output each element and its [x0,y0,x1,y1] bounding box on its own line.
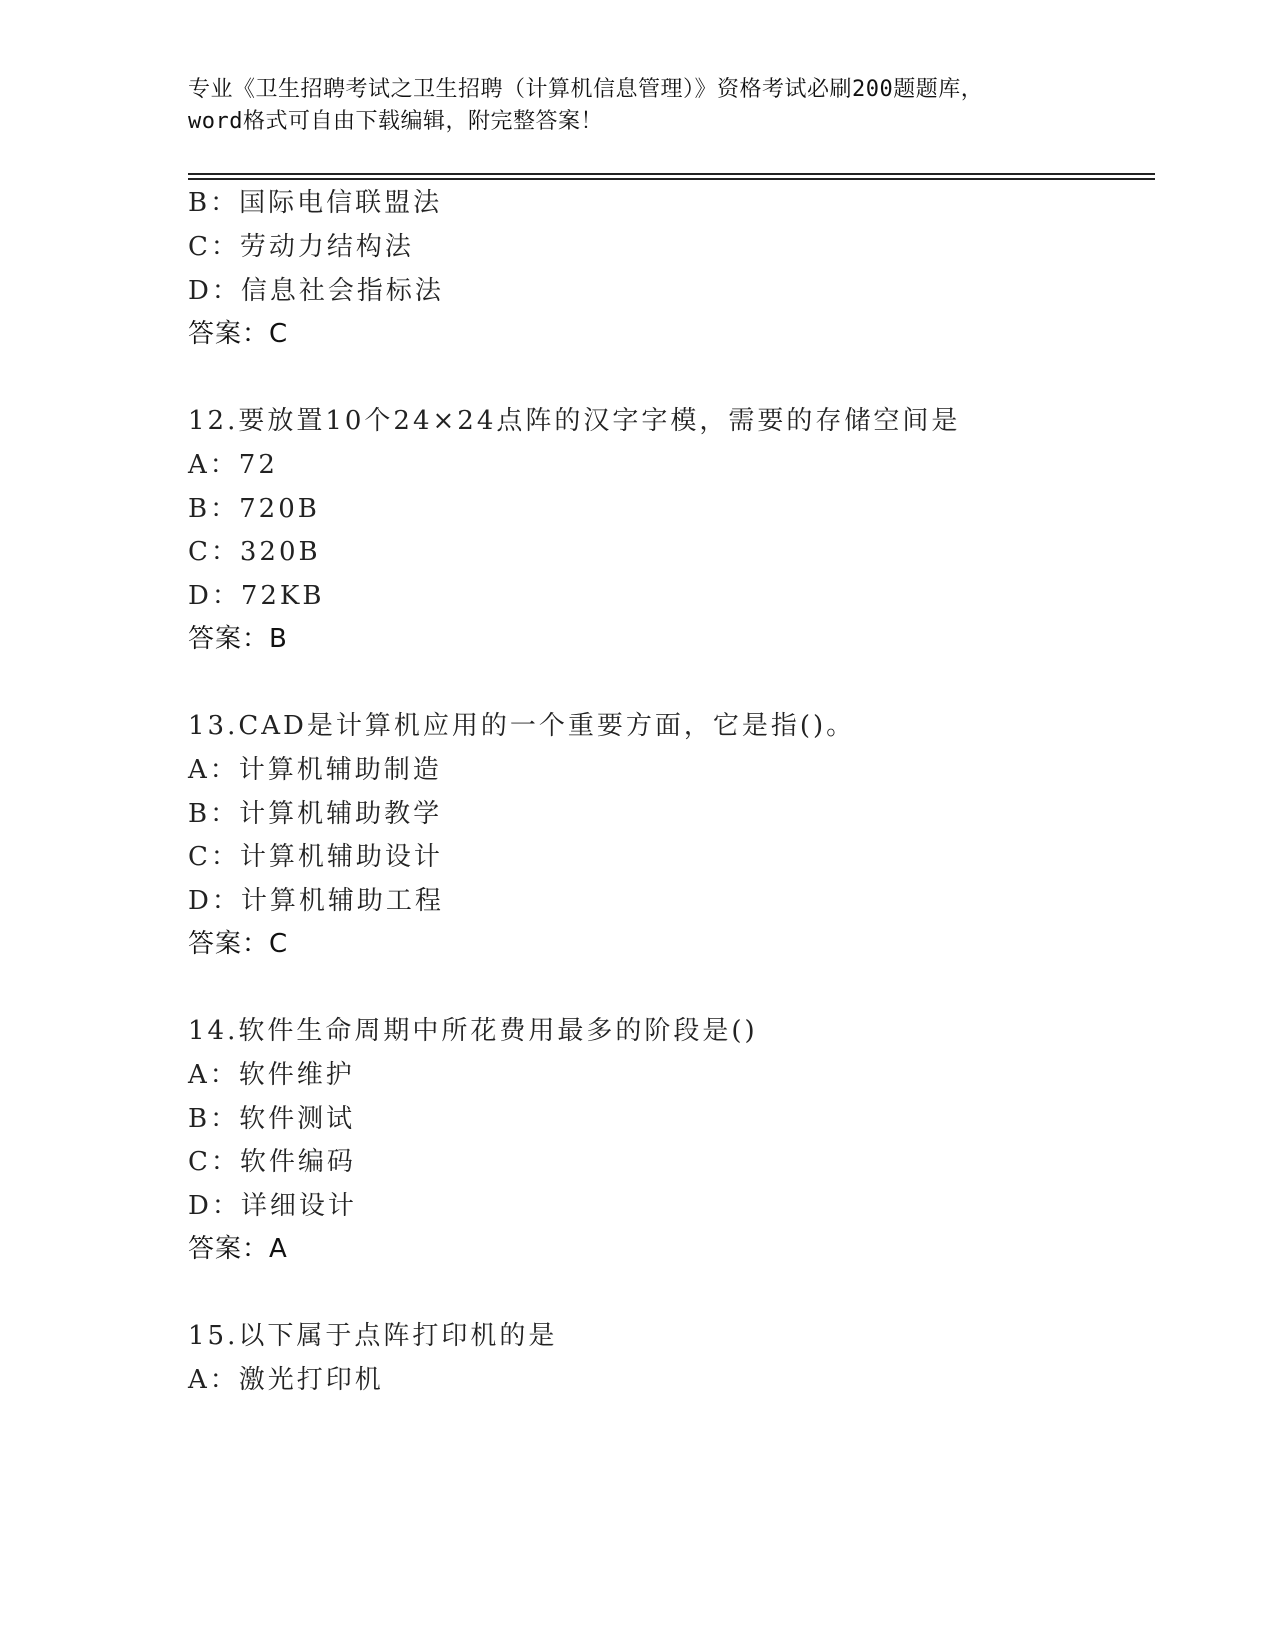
q15-question: 15.以下属于点阵打印机的是 [188,1321,558,1351]
q12-answer: 答案：B [188,624,288,654]
q13-option-c: C：计算机辅助设计 [188,842,443,872]
q13-option-b: B：计算机辅助教学 [188,799,443,829]
header-rule-top [188,173,1155,175]
q12-option-d: D：72KB [188,581,325,611]
header-line-1: 专业《卫生招聘考试之卫生招聘（计算机信息管理）》资格考试必刷200题题库， [188,77,984,102]
q13-question: 13.CAD是计算机应用的一个重要方面，它是指()。 [188,711,856,741]
q14-answer: 答案：A [188,1234,288,1264]
q14-question: 14.软件生命周期中所花费用最多的阶段是() [188,1016,758,1046]
q11-option-c: C：劳动力结构法 [188,232,414,262]
q12-question: 12.要放置10个24×24点阵的汉字字模，需要的存储空间是 [188,406,961,436]
q13-option-a: A：计算机辅助制造 [188,755,442,785]
q12-option-a: A：72 [188,450,278,480]
q14-option-b: B：软件测试 [188,1104,356,1134]
q14-option-d: D：详细设计 [188,1191,357,1221]
q11-option-b: B：国际电信联盟法 [188,188,443,218]
q11-option-d: D：信息社会指标法 [188,276,444,306]
q15-option-a: A：激光打印机 [188,1365,384,1395]
document-header [188,74,1088,138]
q13-option-d: D：计算机辅助工程 [188,886,444,916]
header-rule-bottom [188,178,1155,180]
q14-option-c: C：软件编码 [188,1147,356,1177]
header-line-2: word格式可自由下载编辑，附完整答案！ [188,109,603,134]
q11-answer: 答案：C [188,319,289,349]
q13-answer: 答案：C [188,929,289,959]
q14-option-a: A：软件维护 [188,1060,355,1090]
q12-option-b: B：720B [188,494,320,524]
q12-option-c: C：320B [188,537,321,567]
